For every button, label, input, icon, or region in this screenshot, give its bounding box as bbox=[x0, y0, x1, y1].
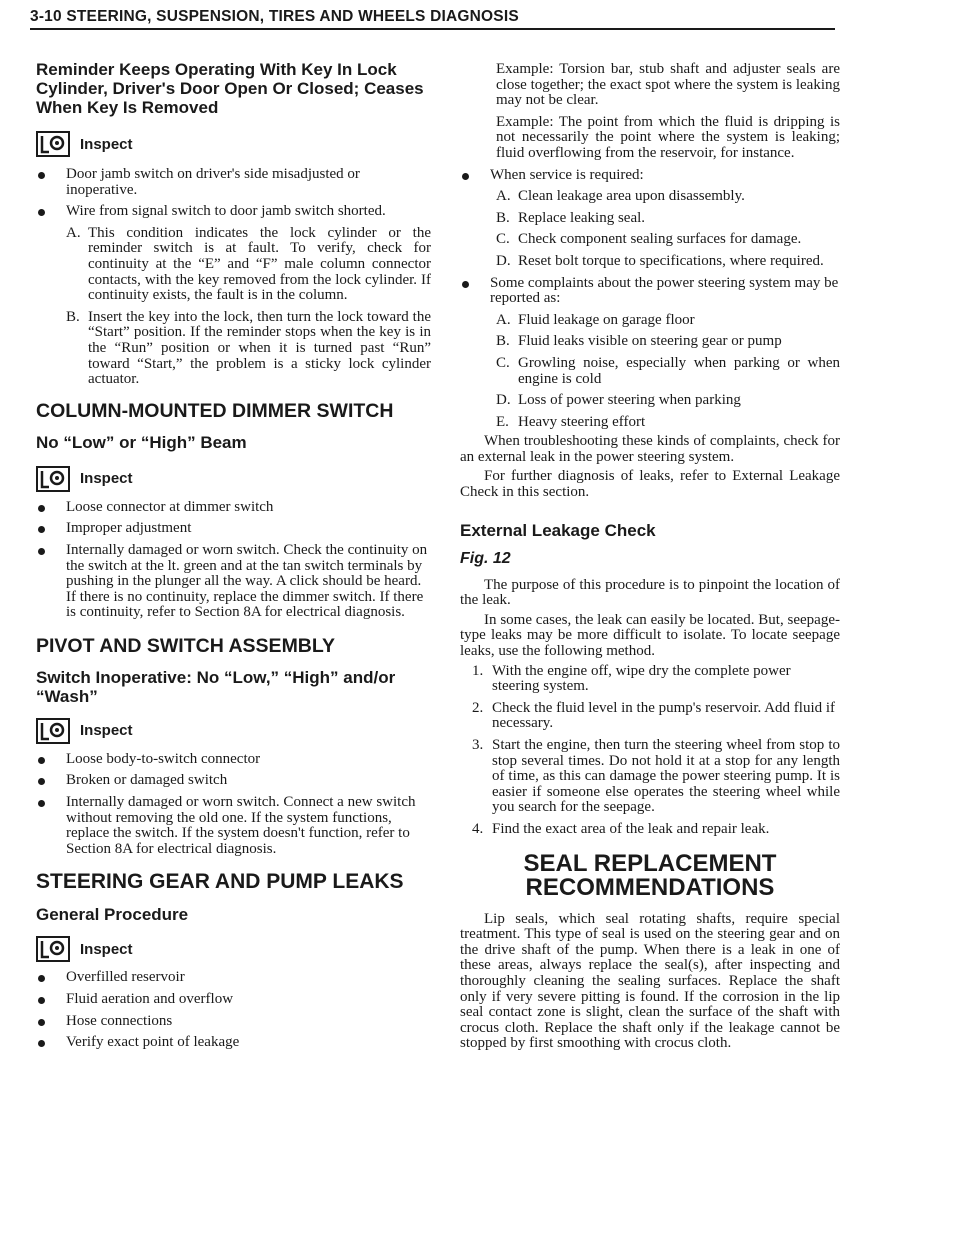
paragraph: For further diagnosis of leaks, refer to External Leakage Check in this section. bbox=[460, 468, 840, 501]
header-rule bbox=[30, 28, 835, 30]
list-item: Internally damaged or worn switch. Connect a new switch without removing the old one. If the system functions, replace the switch. If the system doesn't function, refer to Section 8A for electrical diagnosis. bbox=[36, 795, 431, 857]
list-item: Hose connections bbox=[36, 1014, 431, 1030]
inspect-heading bbox=[36, 718, 431, 744]
list-item: C. Growling noise, especially when parking or when engine is cold bbox=[496, 354, 840, 387]
list-item: E. Heavy steering effort bbox=[496, 413, 646, 430]
bullet-dot bbox=[38, 172, 45, 179]
bullet-dot bbox=[38, 1019, 45, 1026]
example-paragraph: Example: The point from which the fluid is dripping is not necessarily the point where the system is leaking; fluid overflowing from the reservoir, for instance. bbox=[496, 113, 840, 161]
list-item: Wire from signal switch to door jamb switch shorted. bbox=[36, 204, 431, 220]
bullet-dot bbox=[38, 1040, 45, 1047]
inspect-label: Inspect bbox=[80, 135, 133, 153]
list-item: B. Fluid leaks visible on steering gear or pump bbox=[496, 333, 782, 350]
list-item: Loose connector at dimmer switch bbox=[36, 500, 431, 516]
inspect-icon bbox=[36, 718, 70, 744]
bullet-dot bbox=[462, 281, 469, 288]
section-title-leaks: STEERING GEAR AND PUMP LEAKS bbox=[36, 870, 404, 894]
bullet-dot bbox=[38, 548, 45, 555]
inspect-heading bbox=[36, 936, 431, 962]
example-paragraph: Example: Torsion bar, stub shaft and adjuster seals are close together; the exact spot where the system is leaking may not be clear. bbox=[496, 61, 840, 109]
inspect-icon bbox=[36, 466, 70, 492]
bullet-dot bbox=[38, 997, 45, 1004]
list-item: When service is required: bbox=[460, 168, 840, 184]
inspect-heading bbox=[36, 466, 431, 492]
bullet-dot bbox=[38, 778, 45, 785]
list-item: 2. Check the fluid level in the pump's reservoir. Add fluid if necessary. bbox=[472, 699, 836, 732]
list-item: Overfilled reservoir bbox=[36, 970, 431, 986]
inspect-icon bbox=[36, 936, 70, 962]
subsection-title-pivot: Switch Inoperative: No “Low,” “High” and/or “Wash” bbox=[36, 667, 396, 706]
list-item: 4. Find the exact area of the leak and repair leak. bbox=[472, 820, 770, 837]
inspect-heading bbox=[36, 131, 431, 157]
bullet-dot bbox=[38, 800, 45, 807]
list-item: B. Replace leaking seal. bbox=[496, 209, 646, 226]
list-item: D. Reset bolt torque to specifications, where required. bbox=[496, 252, 824, 269]
bullet-dot bbox=[38, 526, 45, 533]
list-item: Door jamb switch on driver's side misadjusted or inoperative. bbox=[36, 167, 431, 198]
section-title-seal-line2: RECOMMENDATIONS bbox=[525, 873, 775, 901]
list-item: Verify exact point of leakage bbox=[36, 1035, 431, 1051]
list-item: Some complaints about the power steering system may be reported as: bbox=[460, 276, 840, 307]
subsection-title-dimmer: No “Low” or “High” Beam bbox=[36, 432, 247, 452]
figure-reference: Fig. 12 bbox=[460, 549, 511, 567]
list-item: A. Clean leakage area upon disassembly. bbox=[496, 188, 745, 205]
list-item: 1. With the engine off, wipe dry the complete power steering system. bbox=[472, 662, 791, 695]
left-column bbox=[36, 60, 431, 1051]
section-title-dimmer: COLUMN-MOUNTED DIMMER SWITCH bbox=[36, 399, 394, 422]
paragraph: Lip seals, which seal rotating shafts, require special treatment. This type of seal is used on the steering gear and on the drive shaft of the pump. When there is a leak in one of these areas, always replace the seal(s), after inspecting and thoroughly cleaning the sealing surfaces. Replace the shaft only if very severe pitting is found. If the corrosion in the lip seal contact zone is slight, clean the surface of the shaft with crocus cloth. Replace the shaft only if the leakage cannot be stopped by first smoothing with crocus cloth. bbox=[460, 910, 840, 1052]
section-title-pivot: PIVOT AND SWITCH ASSEMBLY bbox=[36, 634, 336, 657]
bullet-dot bbox=[38, 975, 45, 982]
section-title-seal bbox=[460, 849, 840, 901]
bullet-dot bbox=[38, 505, 45, 512]
list-item: Improper adjustment bbox=[36, 521, 431, 537]
list-item: Internally damaged or worn switch. Check the continuity on the switch at the lt. green and at the tan switch terminals by pushing in the plunger all the way. A click should be heard. If there is no continuity, replace the dimmer switch. If there is continuity, refer to Section 8A for electrical diagnosis. bbox=[36, 543, 431, 621]
paragraph: The purpose of this procedure is to pinpoint the location of the leak. bbox=[460, 576, 840, 609]
inspect-icon bbox=[36, 131, 70, 157]
inspect-label: Inspect bbox=[80, 470, 133, 488]
list-item: C. Check component sealing surfaces for damage. bbox=[496, 231, 802, 248]
page-header bbox=[30, 8, 835, 30]
bullet-dot bbox=[462, 173, 469, 180]
bullet-dot bbox=[38, 209, 45, 216]
bullet-dot bbox=[38, 757, 45, 764]
list-item: Fluid aeration and overflow bbox=[36, 992, 431, 1008]
list-item: B. Insert the key into the lock, then turn the lock toward the “Start” position. If the reminder stops when the key is in the “Run” position or when it is turned past “Run” toward “Start,” the problem is a sticky lock cylinder actuator. bbox=[66, 308, 431, 388]
inspect-label: Inspect bbox=[80, 722, 133, 740]
section-title-seal-line1: SEAL REPLACEMENT bbox=[523, 849, 777, 877]
list-item: D. Loss of power steering when parking bbox=[496, 392, 741, 409]
list-item: A. This condition indicates the lock cylinder or the reminder switch is at fault. To verify, check for continuity at the “E” and “F” male column connector contacts, with the key removed from the lock cylinder. If continuity exists, the fault is in the column. bbox=[66, 224, 431, 304]
section-title-reminder: Reminder Keeps Operating With Key In Lock Cylinder, Driver's Door Open Or Closed; Ceases When Key Is Removed bbox=[36, 60, 424, 117]
list-item: A. Fluid leakage on garage floor bbox=[496, 311, 695, 328]
paragraph: In some cases, the leak can easily be located. But, seepage-type leaks may be more difficult to isolate. To locate seepage leaks, use the following method. bbox=[460, 611, 840, 660]
section-title-external: External Leakage Check bbox=[460, 520, 656, 540]
page-header-title: 3-10 STEERING, SUSPENSION, TIRES AND WHEELS DIAGNOSIS bbox=[30, 8, 519, 25]
list-item: Broken or damaged switch bbox=[36, 773, 431, 789]
right-column bbox=[460, 62, 840, 1052]
list-item: Loose body-to-switch connector bbox=[36, 752, 431, 768]
subsection-title-general: General Procedure bbox=[36, 905, 189, 925]
paragraph: When troubleshooting these kinds of complaints, check for an external leak in the power steering system. bbox=[460, 433, 840, 465]
inspect-label: Inspect bbox=[80, 940, 133, 958]
list-item: 3. Start the engine, then turn the steering wheel from stop to stop several times. Do not hold it at a stop for any length of time, as this can damage the power steering pump. It is easier if someone else operates the steering wheel while you search for the seepage. bbox=[472, 737, 840, 816]
